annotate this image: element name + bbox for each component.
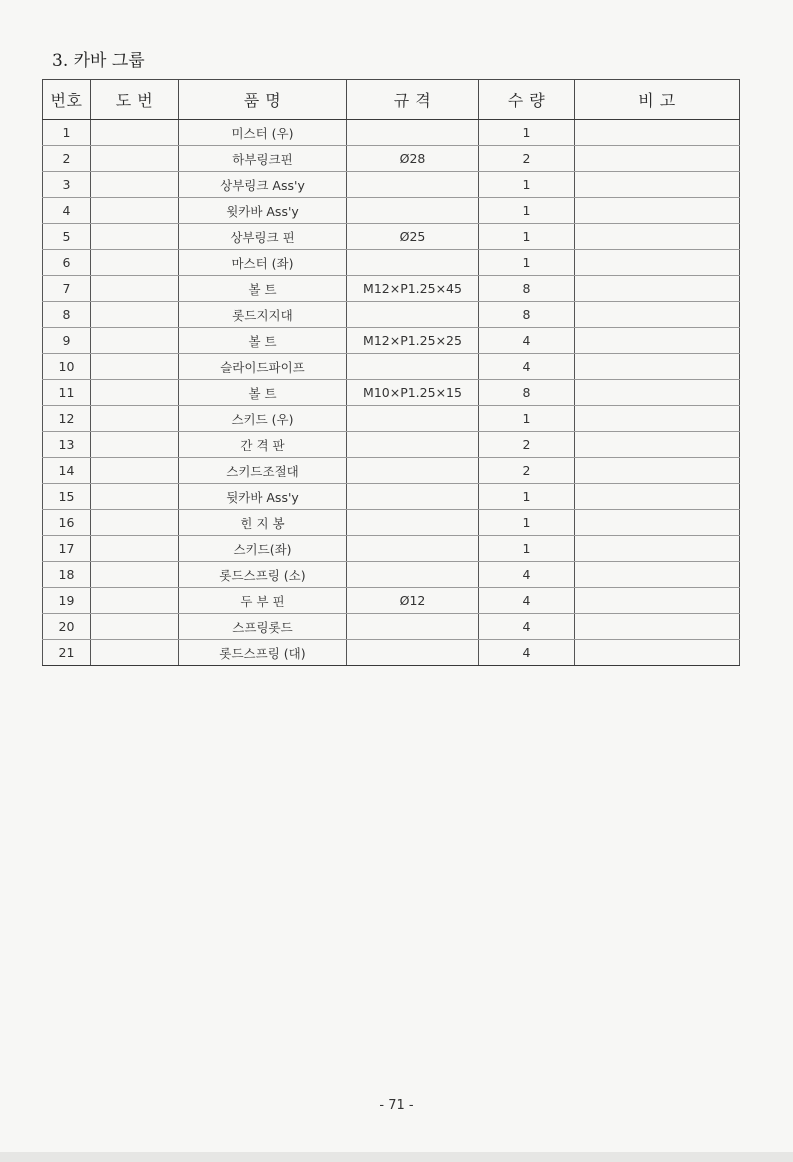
cell-qty: 1 <box>479 120 575 146</box>
cell-name: 힌 지 봉 <box>179 510 347 536</box>
cell-spec <box>347 458 479 484</box>
cell-spec <box>347 510 479 536</box>
cell-drawing <box>91 172 179 198</box>
cell-no: 15 <box>43 484 91 510</box>
cell-drawing <box>91 120 179 146</box>
cell-name: 하부링크핀 <box>179 146 347 172</box>
cell-note <box>575 146 740 172</box>
header-no: 번호 <box>43 80 91 120</box>
cell-no: 4 <box>43 198 91 224</box>
table-row <box>43 510 740 536</box>
cell-spec <box>347 562 479 588</box>
cell-spec: M12×P1.25×45 <box>347 276 479 302</box>
cell-spec: M10×P1.25×15 <box>347 380 479 406</box>
cell-spec: Ø12 <box>347 588 479 614</box>
cell-note <box>575 328 740 354</box>
cell-no: 21 <box>43 640 91 666</box>
cell-drawing <box>91 146 179 172</box>
section-title: 3. 카바 그룹 <box>52 51 145 71</box>
header-note: 비 고 <box>575 80 740 120</box>
cell-spec <box>347 432 479 458</box>
cell-note <box>575 484 740 510</box>
cell-name: 볼 트 <box>179 328 347 354</box>
cell-no: 20 <box>43 614 91 640</box>
table-row <box>43 224 740 250</box>
page-number: - 71 - <box>379 1098 414 1113</box>
table-row <box>43 198 740 224</box>
cell-no: 1 <box>43 120 91 146</box>
cell-name: 롯드스프링 (대) <box>179 640 347 666</box>
cell-spec: Ø25 <box>347 224 479 250</box>
cell-spec <box>347 484 479 510</box>
cell-no: 11 <box>43 380 91 406</box>
table-row <box>43 328 740 354</box>
cell-no: 19 <box>43 588 91 614</box>
cell-spec <box>347 120 479 146</box>
table-row <box>43 250 740 276</box>
scan-bottom-edge <box>0 1152 793 1162</box>
table-row <box>43 588 740 614</box>
cell-drawing <box>91 224 179 250</box>
cell-note <box>575 250 740 276</box>
cell-qty: 4 <box>479 614 575 640</box>
cell-note <box>575 120 740 146</box>
cell-qty: 4 <box>479 562 575 588</box>
cell-note <box>575 458 740 484</box>
cell-spec <box>347 250 479 276</box>
cell-spec <box>347 536 479 562</box>
cell-drawing <box>91 432 179 458</box>
cell-spec <box>347 640 479 666</box>
cell-note <box>575 536 740 562</box>
cell-note <box>575 432 740 458</box>
cell-spec <box>347 198 479 224</box>
cell-qty: 8 <box>479 276 575 302</box>
cell-drawing <box>91 198 179 224</box>
cell-name: 상부링크 Ass'y <box>179 172 347 198</box>
cell-drawing <box>91 562 179 588</box>
cell-drawing <box>91 536 179 562</box>
cell-spec <box>347 172 479 198</box>
cell-no: 9 <box>43 328 91 354</box>
cell-note <box>575 510 740 536</box>
cell-drawing <box>91 250 179 276</box>
cell-qty: 1 <box>479 198 575 224</box>
cell-name: 스키드조절대 <box>179 458 347 484</box>
cell-spec <box>347 354 479 380</box>
table-row <box>43 484 740 510</box>
cell-no: 3 <box>43 172 91 198</box>
table-row <box>43 172 740 198</box>
cell-no: 17 <box>43 536 91 562</box>
cell-qty: 1 <box>479 250 575 276</box>
cell-note <box>575 224 740 250</box>
table-row <box>43 406 740 432</box>
cell-no: 12 <box>43 406 91 432</box>
cell-name: 슬라이드파이프 <box>179 354 347 380</box>
cell-qty: 4 <box>479 588 575 614</box>
cell-qty: 2 <box>479 146 575 172</box>
cell-name: 마스터 (좌) <box>179 250 347 276</box>
cell-qty: 8 <box>479 380 575 406</box>
header-name: 품 명 <box>179 80 347 120</box>
cell-no: 16 <box>43 510 91 536</box>
cell-qty: 4 <box>479 354 575 380</box>
cell-note <box>575 406 740 432</box>
cell-drawing <box>91 328 179 354</box>
cell-name: 볼 트 <box>179 276 347 302</box>
cell-no: 7 <box>43 276 91 302</box>
cell-drawing <box>91 484 179 510</box>
cell-drawing <box>91 640 179 666</box>
cell-note <box>575 588 740 614</box>
cell-drawing <box>91 458 179 484</box>
cell-spec: Ø28 <box>347 146 479 172</box>
cell-qty: 4 <box>479 640 575 666</box>
cell-name: 두 부 핀 <box>179 588 347 614</box>
cell-drawing <box>91 614 179 640</box>
cell-qty: 1 <box>479 224 575 250</box>
cell-name: 상부링크 핀 <box>179 224 347 250</box>
cell-spec <box>347 406 479 432</box>
cell-no: 6 <box>43 250 91 276</box>
cell-note <box>575 562 740 588</box>
table-row <box>43 458 740 484</box>
cell-no: 8 <box>43 302 91 328</box>
table-row <box>43 276 740 302</box>
cell-spec: M12×P1.25×25 <box>347 328 479 354</box>
cell-note <box>575 354 740 380</box>
cell-drawing <box>91 354 179 380</box>
cell-drawing <box>91 302 179 328</box>
table-row <box>43 120 740 146</box>
cell-qty: 1 <box>479 172 575 198</box>
table-row <box>43 354 740 380</box>
cell-qty: 2 <box>479 458 575 484</box>
cell-qty: 4 <box>479 328 575 354</box>
cell-drawing <box>91 588 179 614</box>
cell-drawing <box>91 406 179 432</box>
cell-no: 2 <box>43 146 91 172</box>
table-row <box>43 302 740 328</box>
cell-note <box>575 276 740 302</box>
cell-spec <box>347 614 479 640</box>
cell-no: 14 <box>43 458 91 484</box>
cell-no: 5 <box>43 224 91 250</box>
cell-name: 롯드스프링 (소) <box>179 562 347 588</box>
cell-name: 스프링롯드 <box>179 614 347 640</box>
cell-note <box>575 198 740 224</box>
table-row <box>43 640 740 666</box>
table-row <box>43 562 740 588</box>
cell-drawing <box>91 380 179 406</box>
cell-name: 롯드지지대 <box>179 302 347 328</box>
cell-note <box>575 614 740 640</box>
parts-table-body <box>43 120 740 666</box>
header-spec: 규 격 <box>347 80 479 120</box>
cell-drawing <box>91 276 179 302</box>
cell-note <box>575 302 740 328</box>
table-header-row <box>43 80 740 120</box>
cell-name: 볼 트 <box>179 380 347 406</box>
cell-qty: 8 <box>479 302 575 328</box>
parts-table <box>42 79 740 666</box>
header-drawing: 도 번 <box>91 80 179 120</box>
cell-name: 윗카바 Ass'y <box>179 198 347 224</box>
cell-qty: 1 <box>479 510 575 536</box>
cell-note <box>575 640 740 666</box>
cell-qty: 1 <box>479 536 575 562</box>
cell-note <box>575 380 740 406</box>
table-row <box>43 146 740 172</box>
cell-name: 스키드(좌) <box>179 536 347 562</box>
cell-name: 미스터 (우) <box>179 120 347 146</box>
cell-name: 스키드 (우) <box>179 406 347 432</box>
header-qty: 수 량 <box>479 80 575 120</box>
table-row <box>43 432 740 458</box>
table-row <box>43 380 740 406</box>
cell-name: 간 격 판 <box>179 432 347 458</box>
cell-qty: 1 <box>479 484 575 510</box>
cell-qty: 1 <box>479 406 575 432</box>
cell-drawing <box>91 510 179 536</box>
cell-no: 10 <box>43 354 91 380</box>
cell-no: 18 <box>43 562 91 588</box>
cell-no: 13 <box>43 432 91 458</box>
cell-name: 뒷카바 Ass'y <box>179 484 347 510</box>
table-row <box>43 614 740 640</box>
table-row <box>43 536 740 562</box>
cell-spec <box>347 302 479 328</box>
cell-qty: 2 <box>479 432 575 458</box>
cell-note <box>575 172 740 198</box>
